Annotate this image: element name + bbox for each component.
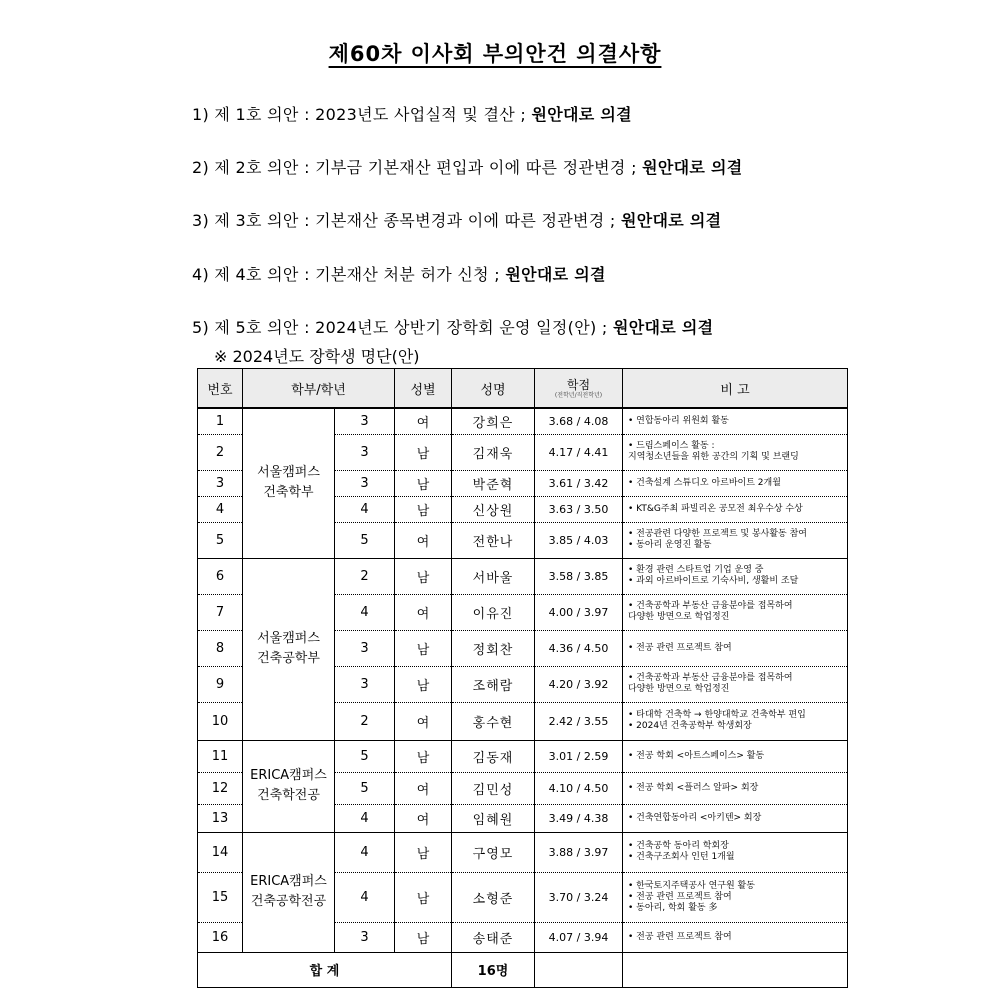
row-number: 15	[198, 872, 243, 922]
row-name: 정회찬	[452, 630, 535, 666]
row-remark: • 건축공학 동아리 학회장 • 건축구조회사 인턴 1개월	[623, 832, 848, 872]
row-gender: 여	[395, 408, 452, 434]
row-gpa: 4.20 / 3.92	[535, 666, 623, 702]
agenda-item-5: 5) 제 5호 의안 : 2024년도 상반기 장학회 운영 일정(안) ; 원안대로 의결	[192, 318, 714, 337]
row-name: 김민성	[452, 772, 535, 804]
row-gender: 남	[395, 496, 452, 522]
row-remark: • 연합동아리 위원회 활동	[623, 408, 848, 434]
table-row	[198, 740, 848, 772]
row-gender: 남	[395, 666, 452, 702]
row-number: 5	[198, 522, 243, 558]
row-name: 임혜원	[452, 804, 535, 832]
row-grade: 3	[335, 434, 395, 470]
row-number: 8	[198, 630, 243, 666]
header-gender: 성별	[395, 369, 452, 409]
row-remark: • 전공 관련 프로젝트 참여	[623, 630, 848, 666]
header-number: 번호	[198, 369, 243, 409]
row-gender: 남	[395, 740, 452, 772]
row-gpa: 4.36 / 4.50	[535, 630, 623, 666]
header-name: 성명	[452, 369, 535, 409]
row-name: 신상원	[452, 496, 535, 522]
row-gender: 여	[395, 772, 452, 804]
row-remark: • 환경 관련 스타트업 기업 운영 중 • 과외 아르바이트로 기숙사비, 생활비 조달	[623, 558, 848, 594]
row-grade: 3	[335, 666, 395, 702]
row-name: 박준혁	[452, 470, 535, 496]
row-gender: 여	[395, 522, 452, 558]
row-grade: 4	[335, 594, 395, 630]
campus-department: 서울캠퍼스 건축학부	[243, 408, 335, 558]
row-name: 소형준	[452, 872, 535, 922]
row-name: 김재욱	[452, 434, 535, 470]
row-name: 서바울	[452, 558, 535, 594]
row-number: 11	[198, 740, 243, 772]
row-name: 김동재	[452, 740, 535, 772]
row-gpa: 3.01 / 2.59	[535, 740, 623, 772]
row-number: 16	[198, 922, 243, 952]
row-gpa: 3.85 / 4.03	[535, 522, 623, 558]
row-gender: 남	[395, 434, 452, 470]
row-remark: • 건축공학과 부동산 금융분야를 접목하여 다양한 방면으로 학업정진	[623, 666, 848, 702]
row-remark: • 전공관련 다양한 프로젝트 및 봉사활동 참여 • 동아리 운영진 활동	[623, 522, 848, 558]
row-grade: 3	[335, 470, 395, 496]
row-name: 홍수현	[452, 702, 535, 740]
row-gpa: 3.61 / 3.42	[535, 470, 623, 496]
agenda-item-3: 3) 제 3호 의안 : 기본재산 종목변경과 이에 따른 정관변경 ; 원안대로 의결	[192, 211, 722, 230]
row-number: 2	[198, 434, 243, 470]
row-remark: • KT&G주최 파빌리온 공모전 최우수상 수상	[623, 496, 848, 522]
row-gender: 남	[395, 558, 452, 594]
row-gpa: 3.88 / 3.97	[535, 832, 623, 872]
header-department: 학부/학년	[243, 369, 395, 409]
total-value: 16명	[452, 952, 535, 987]
header-gpa: 학점 (전학년/직전학년)	[535, 369, 623, 409]
row-number: 4	[198, 496, 243, 522]
campus-department: 서울캠퍼스 건축공학부	[243, 558, 335, 740]
total-gpa-empty	[535, 952, 623, 987]
row-number: 10	[198, 702, 243, 740]
row-remark: • 건축공학과 부동산 금융분야를 접목하여 다양한 방면으로 학업정진	[623, 594, 848, 630]
row-remark: • 전공 학회 <아트스페이스> 활동	[623, 740, 848, 772]
row-grade: 4	[335, 832, 395, 872]
row-gpa: 4.10 / 4.50	[535, 772, 623, 804]
row-name: 조해람	[452, 666, 535, 702]
row-number: 9	[198, 666, 243, 702]
row-gender: 여	[395, 804, 452, 832]
row-gpa: 4.17 / 4.41	[535, 434, 623, 470]
row-gender: 남	[395, 872, 452, 922]
row-grade: 2	[335, 702, 395, 740]
header-remark: 비 고	[623, 369, 848, 409]
row-grade: 2	[335, 558, 395, 594]
row-number: 13	[198, 804, 243, 832]
row-name: 구영모	[452, 832, 535, 872]
row-gpa: 2.42 / 3.55	[535, 702, 623, 740]
row-gender: 남	[395, 922, 452, 952]
agenda-item-4: 4) 제 4호 의안 : 기본재산 처분 허가 신청 ; 원안대로 의결	[192, 265, 606, 284]
row-remark: • 건축연합동아리 <아키텐> 회장	[623, 804, 848, 832]
scholarship-list-note: ※ 2024년도 장학생 명단(안)	[214, 347, 420, 366]
row-grade: 3	[335, 922, 395, 952]
row-grade: 4	[335, 496, 395, 522]
table-row	[198, 832, 848, 872]
row-grade: 5	[335, 522, 395, 558]
row-gpa: 4.00 / 3.97	[535, 594, 623, 630]
total-remark-empty	[623, 952, 848, 987]
row-number: 7	[198, 594, 243, 630]
row-gender: 남	[395, 630, 452, 666]
row-grade: 3	[335, 630, 395, 666]
row-name: 송태준	[452, 922, 535, 952]
agenda-item-2: 2) 제 2호 의안 : 기부금 기본재산 편입과 이에 따른 정관변경 ; 원안대로 의결	[192, 158, 743, 177]
row-number: 1	[198, 408, 243, 434]
row-number: 3	[198, 470, 243, 496]
row-grade: 5	[335, 772, 395, 804]
row-gpa: 3.58 / 3.85	[535, 558, 623, 594]
row-number: 6	[198, 558, 243, 594]
row-gender: 여	[395, 702, 452, 740]
row-gender: 남	[395, 470, 452, 496]
row-number: 14	[198, 832, 243, 872]
row-gpa: 4.07 / 3.94	[535, 922, 623, 952]
row-remark: • 전공 학회 <플러스 알파> 회장	[623, 772, 848, 804]
table-row	[198, 408, 848, 434]
document-title: 제60차 이사회 부의안건 의결사항	[328, 42, 662, 66]
row-grade: 3	[335, 408, 395, 434]
row-remark: • 건축설계 스튜디오 아르바이트 2개월	[623, 470, 848, 496]
row-name: 강희은	[452, 408, 535, 434]
row-gpa: 3.49 / 4.38	[535, 804, 623, 832]
row-grade: 5	[335, 740, 395, 772]
row-gpa: 3.68 / 4.08	[535, 408, 623, 434]
campus-department: ERICA캠퍼스 건축공학전공	[243, 832, 335, 952]
scholarship-table	[197, 368, 848, 988]
table-row	[198, 558, 848, 594]
total-label: 합 계	[198, 952, 452, 987]
agenda-item-1: 1) 제 1호 의안 : 2023년도 사업실적 및 결산 ; 원안대로 의결	[192, 105, 632, 124]
row-grade: 4	[335, 872, 395, 922]
row-gender: 여	[395, 594, 452, 630]
row-remark: • 전공 관련 프로젝트 참여	[623, 922, 848, 952]
row-gender: 남	[395, 832, 452, 872]
row-remark: • 타대학 건축학 → 한양대학교 건축학부 편입 • 2024년 건축공학부 학생회장	[623, 702, 848, 740]
row-name: 이유진	[452, 594, 535, 630]
row-gpa: 3.70 / 3.24	[535, 872, 623, 922]
row-grade: 4	[335, 804, 395, 832]
row-number: 12	[198, 772, 243, 804]
row-name: 전한나	[452, 522, 535, 558]
campus-department: ERICA캠퍼스 건축학전공	[243, 740, 335, 832]
row-remark: • 드림스페이스 활동 : 지역청소년들을 위한 공간의 기획 및 브랜딩	[623, 434, 848, 470]
row-gpa: 3.63 / 3.50	[535, 496, 623, 522]
row-remark: • 한국토지주택공사 연구원 활동 • 전공 관련 프로젝트 참여 • 동아리, 학회 활동 多	[623, 872, 848, 922]
